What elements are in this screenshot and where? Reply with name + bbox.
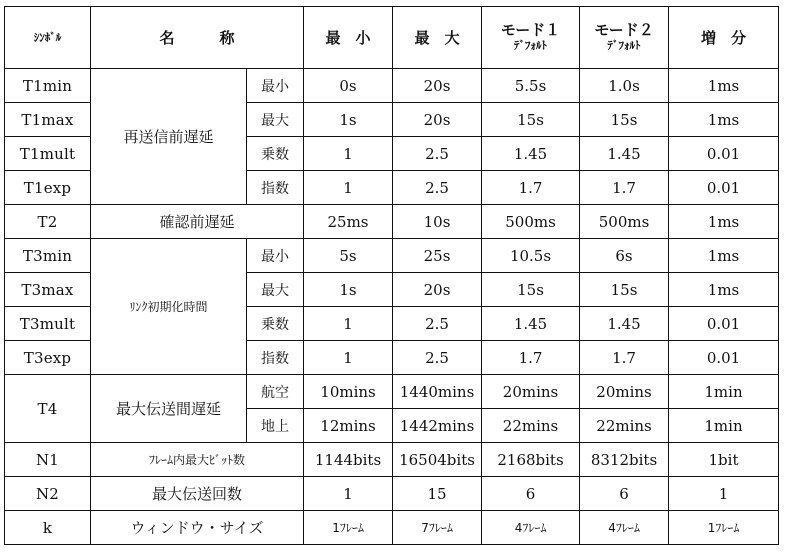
row-subname: 最大 — [247, 273, 304, 307]
group-link-init: ﾘﾝｸ初期化時間 — [91, 239, 247, 375]
row-subname: 最大 — [247, 103, 304, 137]
row-min: 1 — [304, 477, 393, 511]
header-mode2-line2: ﾃﾞﾌｫﾙﾄ — [607, 38, 641, 52]
row-max: 2.5 — [393, 307, 482, 341]
row-subname: 乗数 — [247, 307, 304, 341]
row-symbol: T2 — [5, 205, 91, 239]
row-mode2: 1.7 — [580, 341, 669, 375]
row-subname: 乗数 — [247, 137, 304, 171]
row-symbol: T3min — [5, 239, 91, 273]
row-name: ﾌﾚｰﾑ内最大ﾋﾞｯﾄ数 — [91, 443, 304, 477]
row-step: 0.01 — [669, 307, 779, 341]
row-step: 0.01 — [669, 137, 779, 171]
row-min: 1 — [304, 307, 393, 341]
row-subname: 最小 — [247, 69, 304, 103]
header-name: 名 称 — [91, 7, 304, 69]
row-max: 20s — [393, 103, 482, 137]
row-mode2: 1.45 — [580, 307, 669, 341]
row-mode2: 20mins — [580, 375, 669, 409]
row-name: 確認前遅延 — [91, 205, 304, 239]
table-row — [5, 443, 779, 477]
row-name: ウィンドウ・サイズ — [91, 511, 304, 545]
row-min: 12mins — [304, 409, 393, 443]
row-min: 1s — [304, 273, 393, 307]
header-mode2 — [580, 7, 669, 69]
row-mode1: 15s — [482, 273, 580, 307]
row-step: 1min — [669, 375, 779, 409]
row-mode1: 20mins — [482, 375, 580, 409]
row-min: 0s — [304, 69, 393, 103]
row-subname: 航空 — [247, 375, 304, 409]
row-min: 25ms — [304, 205, 393, 239]
table-row — [5, 239, 779, 273]
row-mode1: 10.5s — [482, 239, 580, 273]
row-mode2: 1.7 — [580, 171, 669, 205]
header-mode1 — [482, 7, 580, 69]
row-step: 1ms — [669, 205, 779, 239]
row-mode2: 1.45 — [580, 137, 669, 171]
row-mode1: 22mins — [482, 409, 580, 443]
row-max: 2.5 — [393, 341, 482, 375]
row-min: 1ﾌﾚｰﾑ — [304, 511, 393, 545]
row-mode1: 500ms — [482, 205, 580, 239]
row-symbol: k — [5, 511, 91, 545]
table-row — [5, 511, 779, 545]
header-symbol: ｼﾝﾎﾞﾙ — [5, 7, 91, 69]
row-mode2: 6s — [580, 239, 669, 273]
row-subname: 指数 — [247, 171, 304, 205]
row-mode1: 1.45 — [482, 307, 580, 341]
row-mode1: 1.7 — [482, 171, 580, 205]
row-mode1: 2168bits — [482, 443, 580, 477]
table-row — [5, 205, 779, 239]
row-step: 0.01 — [669, 171, 779, 205]
row-subname: 指数 — [247, 341, 304, 375]
row-step: 1bit — [669, 443, 779, 477]
row-mode1: 1.7 — [482, 341, 580, 375]
row-step: 1ms — [669, 69, 779, 103]
row-min: 1 — [304, 341, 393, 375]
row-mode1: 5.5s — [482, 69, 580, 103]
row-step: 1ms — [669, 103, 779, 137]
parameter-table — [4, 6, 779, 545]
row-mode2: 4ﾌﾚｰﾑ — [580, 511, 669, 545]
header-mode2-line1: モード２ — [594, 20, 654, 39]
row-symbol: N1 — [5, 443, 91, 477]
row-symbol: T3exp — [5, 341, 91, 375]
row-mode2: 500ms — [580, 205, 669, 239]
group-max-transfer: 最大伝送間遅延 — [91, 375, 247, 443]
row-min: 1 — [304, 137, 393, 171]
row-mode2: 8312bits — [580, 443, 669, 477]
row-symbol: T1max — [5, 103, 91, 137]
row-mode1: 6 — [482, 477, 580, 511]
row-mode1: 15s — [482, 103, 580, 137]
row-step: 1ms — [669, 239, 779, 273]
row-max: 16504bits — [393, 443, 482, 477]
row-step: 0.01 — [669, 341, 779, 375]
header-mode1-line2: ﾃﾞﾌｫﾙﾄ — [514, 38, 548, 52]
row-max: 2.5 — [393, 171, 482, 205]
row-symbol: T1min — [5, 69, 91, 103]
row-max: 1442mins — [393, 409, 482, 443]
row-mode1: 4ﾌﾚｰﾑ — [482, 511, 580, 545]
row-mode2: 6 — [580, 477, 669, 511]
header-row — [5, 7, 779, 69]
row-max: 25s — [393, 239, 482, 273]
row-max: 20s — [393, 273, 482, 307]
row-mode1: 1.45 — [482, 137, 580, 171]
row-min: 1s — [304, 103, 393, 137]
row-symbol: T3max — [5, 273, 91, 307]
row-symbol: T4 — [5, 375, 91, 443]
table-row — [5, 477, 779, 511]
row-min: 5s — [304, 239, 393, 273]
row-max: 15 — [393, 477, 482, 511]
row-max: 20s — [393, 69, 482, 103]
table-row — [5, 69, 779, 103]
header-min: 最 小 — [304, 7, 393, 69]
header-mode1-line1: モード１ — [500, 20, 561, 39]
row-max: 2.5 — [393, 137, 482, 171]
row-symbol: T3mult — [5, 307, 91, 341]
row-step: 1 — [669, 477, 779, 511]
row-max: 7ﾌﾚｰﾑ — [393, 511, 482, 545]
group-retransmit: 再送信前遅延 — [91, 69, 247, 205]
row-max: 1440mins — [393, 375, 482, 409]
row-min: 1144bits — [304, 443, 393, 477]
row-min: 10mins — [304, 375, 393, 409]
row-symbol: T1mult — [5, 137, 91, 171]
table-row — [5, 375, 779, 409]
row-symbol: T1exp — [5, 171, 91, 205]
row-mode2: 15s — [580, 273, 669, 307]
row-step: 1min — [669, 409, 779, 443]
row-subname: 最小 — [247, 239, 304, 273]
row-subname: 地上 — [247, 409, 304, 443]
row-name: 最大伝送回数 — [91, 477, 304, 511]
row-step: 1ms — [669, 273, 779, 307]
row-mode2: 15s — [580, 103, 669, 137]
row-step: 1ﾌﾚｰﾑ — [669, 511, 779, 545]
header-step: 増 分 — [669, 7, 779, 69]
row-min: 1 — [304, 171, 393, 205]
row-mode2: 1.0s — [580, 69, 669, 103]
row-symbol: N2 — [5, 477, 91, 511]
row-mode2: 22mins — [580, 409, 669, 443]
row-max: 10s — [393, 205, 482, 239]
header-max: 最 大 — [393, 7, 482, 69]
